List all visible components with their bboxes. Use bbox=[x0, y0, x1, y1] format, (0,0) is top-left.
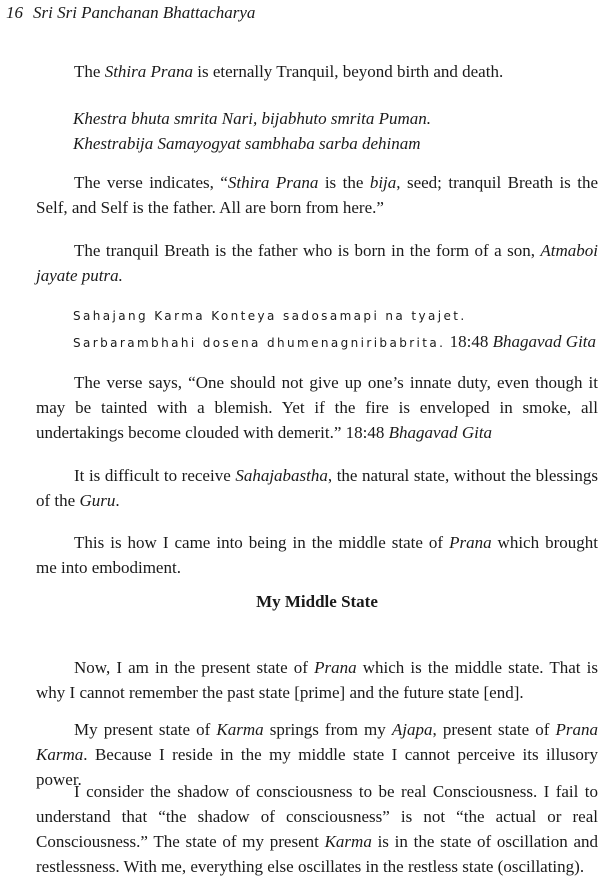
paragraph-7 bbox=[36, 655, 598, 705]
verse-line: Sahajang Karma Konteya sadosamapi na tyajet. bbox=[73, 309, 467, 323]
paragraph-6 bbox=[36, 530, 598, 580]
emphasis: Prana Karma bbox=[36, 720, 598, 764]
text: . Because I reside in the my middle state I cannot perceive its illusory power. bbox=[36, 745, 598, 789]
text: The tranquil Breath is the father who is born in the form of a son, bbox=[74, 241, 541, 260]
running-header bbox=[6, 0, 255, 25]
emphasis: Prana bbox=[314, 658, 357, 677]
text: which brought me into embodiment. bbox=[36, 533, 598, 577]
text: . bbox=[115, 491, 120, 510]
emphasis: Ajapa bbox=[391, 720, 433, 739]
page-number: 16 bbox=[6, 3, 23, 22]
verse-2 bbox=[73, 304, 600, 356]
book-title: Sri Sri Panchanan Bhattacharya bbox=[33, 3, 256, 22]
paragraph-9 bbox=[36, 779, 598, 879]
text: which is the middle state. That is why I cannot remember the past state [prime] and the future state [end]. bbox=[36, 658, 598, 702]
text: This is how I came into being in the middle state of bbox=[74, 533, 450, 552]
text: The verse indicates, “ bbox=[74, 173, 228, 192]
text: , the natural state, without the blessings of the bbox=[36, 466, 598, 510]
verse-line: Sarbarambhahi dosena dhumenagniribabrita. bbox=[73, 336, 446, 350]
paragraph-4 bbox=[36, 370, 598, 445]
text: The verse says, “One should not give up one’s innate duty, even though it may be tainted with a blemish. Yet if the fire is enveloped in smoke, all undertakings become clouded with demerit.” 18:48 bbox=[36, 373, 598, 442]
text: Now, I am in the present state of bbox=[74, 658, 315, 677]
section-heading: My Middle State bbox=[256, 592, 378, 611]
emphasis: Sahajabastha bbox=[235, 466, 328, 485]
section-heading-block bbox=[36, 589, 598, 614]
text: It is difficult to receive bbox=[74, 466, 236, 485]
paragraph-2 bbox=[36, 170, 598, 220]
text: is the bbox=[318, 173, 370, 192]
paragraph-1 bbox=[36, 59, 598, 84]
verse-line: Khestra bhuta smrita Nari, bijabhuto smrita Puman. bbox=[73, 109, 431, 128]
emphasis: Bhagavad Gita bbox=[388, 423, 493, 442]
emphasis: Karma bbox=[324, 832, 372, 851]
emphasis: Guru bbox=[79, 491, 116, 510]
verse-source: Bhagavad Gita bbox=[492, 332, 597, 351]
verse-reference: 18:48 bbox=[445, 332, 493, 351]
text: is eternally Tranquil, beyond birth and death. bbox=[193, 62, 504, 81]
emphasis: Atmaboi jayate putra. bbox=[36, 241, 598, 285]
text: , seed; tranquil Breath is the Self, and Self is the father. All are born from here.” bbox=[36, 173, 598, 217]
verse-line: Khestrabija Samayogyat sambhaba sarba dehinam bbox=[73, 134, 421, 153]
paragraph-3 bbox=[36, 238, 598, 288]
text: is in the state of oscillation and restlessness. With me, everything else oscillates in the restless state (oscillating). bbox=[36, 832, 598, 876]
emphasis: Prana bbox=[449, 533, 492, 552]
text: I consider the shadow of consciousness to be real Consciousness. I fail to understand that “the shadow of consciousness” is not “the actual or real Consciousness.” The state of my present bbox=[36, 782, 598, 851]
text: , present state of bbox=[432, 720, 556, 739]
text: The bbox=[74, 62, 105, 81]
emphasis: Sthira Prana bbox=[227, 173, 319, 192]
emphasis: bija bbox=[369, 173, 397, 192]
emphasis: Sthira Prana bbox=[104, 62, 193, 81]
paragraph-5 bbox=[36, 463, 598, 513]
text: My present state of bbox=[74, 720, 217, 739]
emphasis: Karma bbox=[216, 720, 264, 739]
verse-1 bbox=[73, 106, 600, 156]
text: springs from my bbox=[263, 720, 392, 739]
